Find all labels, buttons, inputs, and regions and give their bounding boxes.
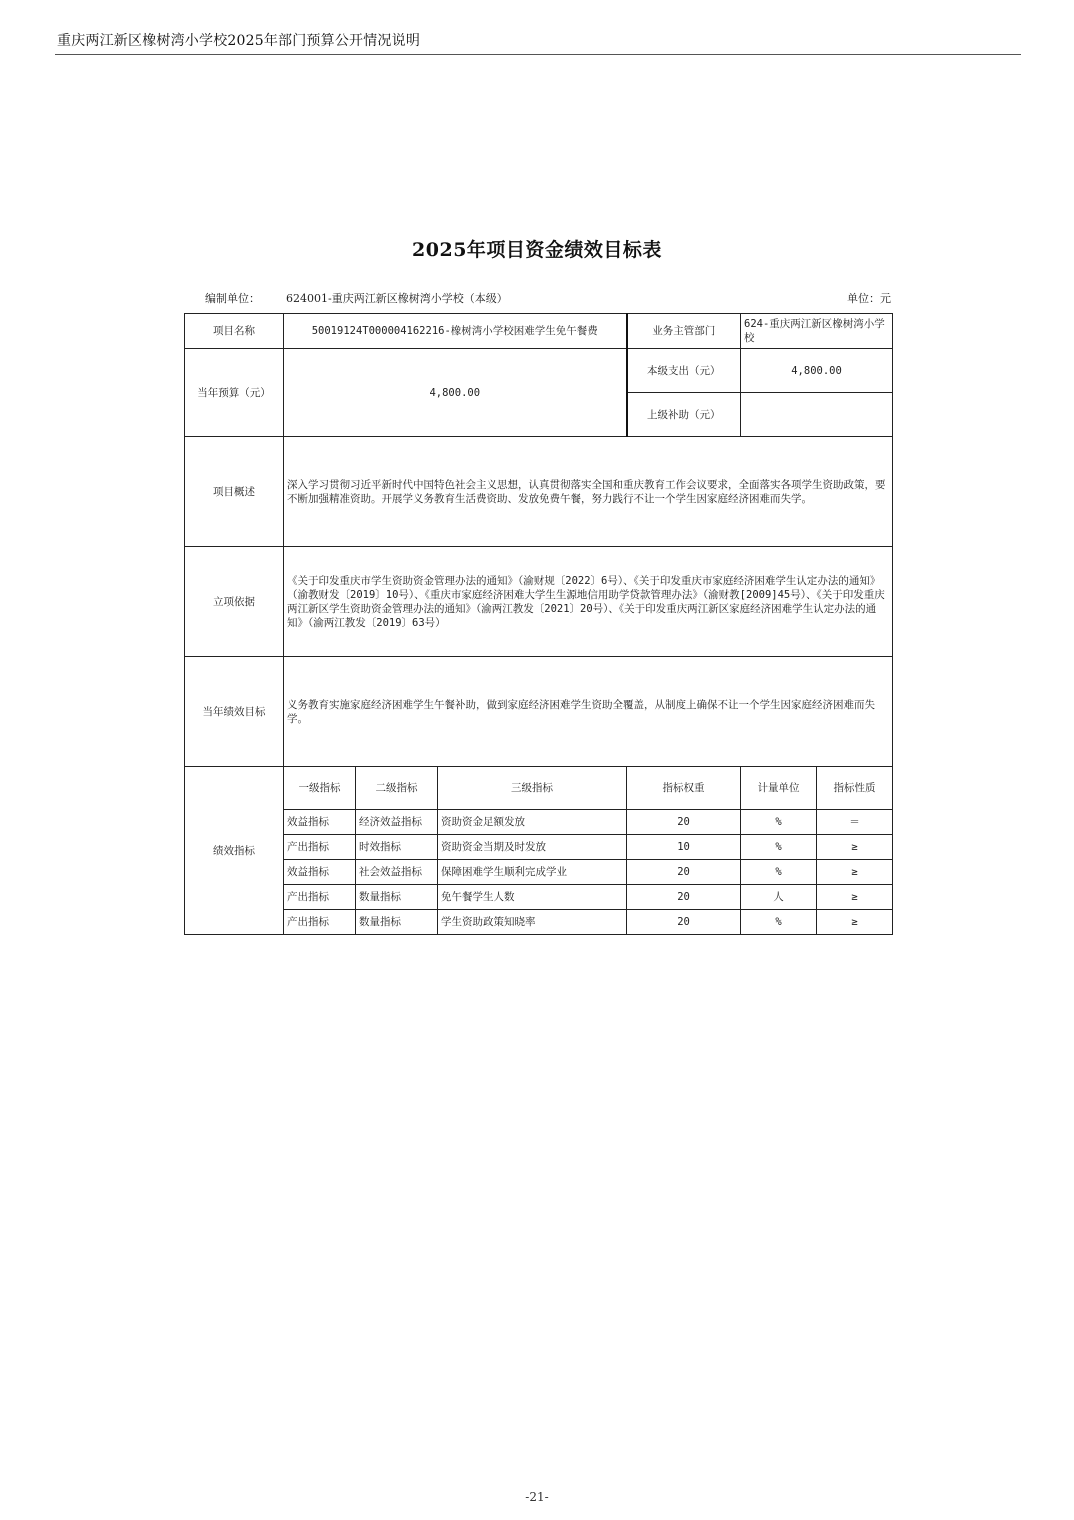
goal-label: 当年绩效目标 <box>185 657 284 767</box>
dept-label: 业务主管部门 <box>627 314 741 349</box>
page-number: -21- <box>525 1490 549 1504</box>
running-header: 重庆两江新区橡树湾小学校2025年部门预算公开情况说明 <box>57 33 421 49</box>
indicator-cell: 效益指标 <box>284 810 356 835</box>
indicator-cell: 学生资助政策知晓率 <box>438 910 627 935</box>
indicator-cell: 人 <box>741 885 817 910</box>
currency-unit: 单位：元 <box>847 292 891 305</box>
indicator-cell: 社会效益指标 <box>356 860 438 885</box>
indicator-cell: % <box>741 835 817 860</box>
indicator-cell: 保障困难学生顺利完成学业 <box>438 860 627 885</box>
compiling-unit-value: 624001-重庆两江新区橡树湾小学校（本级） <box>286 292 508 305</box>
performance-target-table <box>184 313 893 935</box>
budget-value: 4,800.00 <box>284 349 627 437</box>
indicator-cell: % <box>741 910 817 935</box>
overview-label: 项目概述 <box>185 437 284 547</box>
indicator-row <box>185 810 893 835</box>
superior-subsidy-label: 上级补助（元） <box>627 393 741 437</box>
indicator-cell: 数量指标 <box>356 910 438 935</box>
dept-value: 624-重庆两江新区橡树湾小学校 <box>741 314 893 349</box>
indicator-header: 计量单位 <box>741 767 817 810</box>
indicator-cell: % <box>741 860 817 885</box>
overview-text: 深入学习贯彻习近平新时代中国特色社会主义思想，认真贯彻落实全国和重庆教育工作会议要求，全面落实各项学生资助政策，要不断加强精准资助。开展学义务教育生活费资助、发放免费午餐，努力践行不让一个学生因家庭经济困难而失学。 <box>284 437 893 547</box>
indicator-cell: 数量指标 <box>356 885 438 910</box>
indicator-header: 三级指标 <box>438 767 627 810</box>
project-name-label: 项目名称 <box>185 314 284 349</box>
indicator-cell: ≥ <box>817 835 893 860</box>
basis-label: 立项依据 <box>185 547 284 657</box>
indicator-row <box>185 860 893 885</box>
header-divider <box>55 54 1021 55</box>
indicator-header: 二级指标 <box>356 767 438 810</box>
goal-text: 义务教育实施家庭经济困难学生午餐补助，做到家庭经济困难学生资助全覆盖，从制度上确保不让一个学生因家庭经济困难而失学。 <box>284 657 893 767</box>
basis-text: 《关于印发重庆市学生资助资金管理办法的通知》（渝财规〔2022〕6号）、《关于印发重庆市家庭经济困难学生认定办法的通知》（渝教财发〔2019〕10号）、《重庆市家庭经济困难大学生生源地信用助学贷款管理办法》（渝财教[2009]45号）、《关于印发重庆两江新区学生资助资金管理办法的通知》（渝两江教发〔2021〕20号）、《关于印发重庆两江新区家庭经济困难学生认定办法的通知》（渝两江教发〔2019〕63号） <box>284 547 893 657</box>
indicator-header: 指标权重 <box>627 767 741 810</box>
superior-subsidy-value <box>741 393 893 437</box>
indicator-cell: ≥ <box>817 860 893 885</box>
local-expenditure-label: 本级支出（元） <box>627 349 741 393</box>
indicator-cell: 产出指标 <box>284 910 356 935</box>
indicator-row <box>185 835 893 860</box>
compiling-unit <box>205 290 508 306</box>
indicator-row <box>185 910 893 935</box>
indicator-row <box>185 885 893 910</box>
indicator-cell: ＝ <box>817 810 893 835</box>
local-expenditure-value: 4,800.00 <box>741 349 893 393</box>
indicator-cell: 产出指标 <box>284 835 356 860</box>
indicator-cell: 10 <box>627 835 741 860</box>
indicator-cell: 资助资金足额发放 <box>438 810 627 835</box>
indicator-cell: 20 <box>627 860 741 885</box>
indicator-header: 指标性质 <box>817 767 893 810</box>
compiling-unit-label: 编制单位： <box>205 292 260 305</box>
indicator-cell: 资助资金当期及时发放 <box>438 835 627 860</box>
indicators-label: 绩效指标 <box>185 767 284 935</box>
indicator-cell: 产出指标 <box>284 885 356 910</box>
project-name-value: 50019124T000004162216-橡树湾小学校困难学生免午餐费 <box>284 314 627 349</box>
indicator-cell: 时效指标 <box>356 835 438 860</box>
indicator-cell: 经济效益指标 <box>356 810 438 835</box>
indicator-cell: ≥ <box>817 910 893 935</box>
indicator-cell: 20 <box>627 810 741 835</box>
indicator-cell: 20 <box>627 910 741 935</box>
indicator-cell: ≥ <box>817 885 893 910</box>
indicator-cell: 免午餐学生人数 <box>438 885 627 910</box>
indicator-cell: 20 <box>627 885 741 910</box>
budget-label: 当年预算（元） <box>185 349 284 437</box>
indicator-cell: 效益指标 <box>284 860 356 885</box>
indicator-cell: % <box>741 810 817 835</box>
indicator-header: 一级指标 <box>284 767 356 810</box>
page-title: 2025年项目资金绩效目标表 <box>412 239 662 261</box>
